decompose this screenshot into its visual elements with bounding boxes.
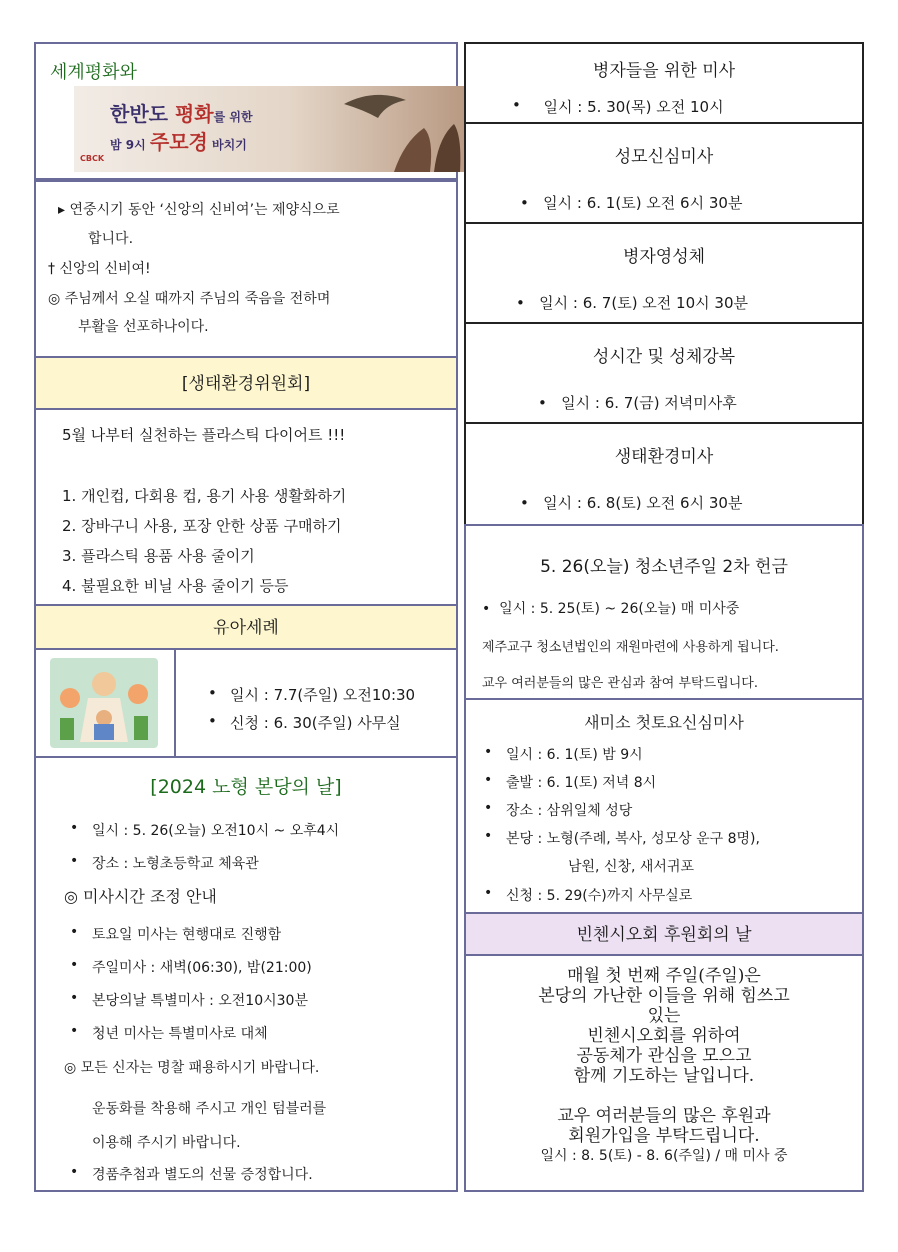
peace-section [34,42,458,180]
mass-title-3: 병자영성체 [622,247,706,267]
banner-text-2b: 주모경 [149,130,208,154]
new-mass-apply: • 신청 : 5. 29(수)까지 사무실로 [506,885,692,905]
eco-intro: 5월 나부터 실천하는 플라스틱 다이어트 !!! [62,426,346,444]
vincent-line-6: 함께 기도하는 날입니다. [573,1066,755,1086]
mass-adjust-1: • 토요일 미사는 현행대로 진행함 [92,924,281,944]
vincent-line-2: 본당의 가난한 이들을 위해 힘쓰고 [538,986,790,1006]
eco-item-4: 4. 불필요한 비닐 사용 줄이기 등등 [62,577,289,595]
youth-sunday-line-3: 교우 여러분들의 많은 관심과 참여 부탁드립니다. [482,676,758,691]
banner-text-1a: 한반도 [110,102,175,126]
vincent-body [464,954,864,1192]
mystery-item-1b: 합니다. [88,231,134,247]
mass-info-5: • 일시 : 6. 8(토) 오전 6시 30분 [520,494,743,512]
mass-box-1 [464,42,864,124]
vincent-title: 빈첸시오회 후원회의 날 [576,925,752,945]
youth-sunday-section [464,524,864,700]
parish-day-place: • 장소 : 노형초등학교 체육관 [92,853,259,873]
notice-line-3: 이용해 주시기 바랍니다. [92,1135,241,1151]
mass-adjust-3: • 본당의날 특별미사 : 오전10시30분 [92,990,308,1010]
notice-line-2: 운동화를 착용해 주시고 개인 텀블러를 [92,1101,327,1117]
youth-sunday-line-1: • 일시 : 5. 25(토) ~ 26(오늘) 매 미사중 [482,601,740,617]
mass-adjust-header: ◎ 미사시간 조정 안내 [64,887,217,906]
mass-info-3-text: 일시 : 6. 7(토) 오전 10시 30분 [539,294,748,312]
vincent-line-3: 있는 [647,1006,681,1026]
mass-info-5-text: 일시 : 6. 8(토) 오전 6시 30분 [543,494,743,512]
eco-item-2: 2. 장바구니 사용, 포장 안한 상품 구매하기 [62,517,342,535]
peace-banner [74,86,464,172]
new-mass-place: • 장소 : 삼위일체 성당 [506,800,632,820]
mass-title-5: 생태환경미사 [614,447,714,467]
mass-info-1-text: 일시 : 5. 30(목) 오전 10시 [543,98,724,116]
mass-box-3 [464,222,864,324]
new-mass-title: 새미소 첫토요신심미사 [584,713,744,732]
mass-adjust-2: • 주일미사 : 새벽(06:30), 밤(21:00) [92,957,312,977]
mass-title-2: 성모신심미사 [614,147,714,167]
eco-item-3: 3. 플라스틱 용품 사용 줄이기 [62,547,255,565]
mass-info-4-text: 일시 : 6. 7(금) 저녁미사후 [561,394,737,412]
mass-box-4 [464,322,864,424]
banner-text-2c: 바치기 [207,138,247,152]
infant-baptism-title: 유아세례 [213,618,279,638]
mass-info-4: • 일시 : 6. 7(금) 저녁미사후 [538,394,737,412]
new-mass-parish: • 본당 : 노형(주례, 복사, 성모상 운구 8명), [506,828,760,848]
vincent-appeal-2: 회원가입을 부탁드립니다. [568,1126,760,1146]
mystery-item-3b: 부활을 선포하나이다. [78,319,209,335]
mystery-item-2: † 신앙의 신비여! [48,261,151,277]
infant-baptism-header [34,604,458,650]
parish-day-section [34,756,458,1192]
new-mass-depart: • 출발 : 6. 1(토) 저녁 8시 [506,772,656,792]
parish-day-date: • 일시 : 5. 26(오늘) 오전10시 ~ 오후4시 [92,820,339,840]
banner-text-1c: 를 위한 [213,110,253,124]
eco-committee-header [34,356,458,410]
dove-hands-icon [304,86,464,172]
vincent-line-4: 빈첸시오회를 위하여 [587,1026,741,1046]
parish-day-title: [2024 노형 본당의 날] [150,776,342,798]
baptism-date: • 일시 : 7.7(주일) 오전10:30 [230,684,415,705]
banner-text-1b: 평화 [174,102,214,126]
mystery-section [34,180,458,358]
banner-text-2a: 밤 9시 [110,138,150,152]
mass-title-1: 병자들을 위한 미사 [592,61,736,81]
banner-logo: CBCK [80,154,105,163]
mystery-item-3: ◎ 주님께서 오실 때까지 주님의 죽음을 전하며 [48,291,331,307]
jesus-children-icon [50,658,158,748]
infant-baptism-image-cell [34,648,176,758]
mass-title-4: 성시간 및 성체강복 [592,347,736,367]
new-mass-parish-cont: 남원, 신창, 새서귀포 [568,859,694,875]
mass-info-3: • 일시 : 6. 7(토) 오전 10시 30분 [516,294,748,312]
vincent-header [464,912,864,956]
vincent-line-5: 공동체가 관심을 모으고 [576,1046,752,1066]
eco-committee-title: [생태환경위원회] [181,374,311,394]
new-mass-date: • 일시 : 6. 1(토) 밤 9시 [506,744,643,764]
mass-info-2-text: 일시 : 6. 1(토) 오전 6시 30분 [543,194,743,212]
eco-item-1: 1. 개인컵, 다회용 컵, 용기 사용 생활화하기 [62,487,347,505]
vincent-date: 일시 : 8. 5(토) - 8. 6(주일) / 매 미사 중 [540,1148,788,1164]
mass-box-2 [464,122,864,224]
mass-adjust-4: • 청년 미사는 특별미사로 대체 [92,1023,268,1043]
youth-sunday-title: 5. 26(오늘) 청소년주일 2차 헌금 [540,557,788,577]
peace-title: 세계평화와 [50,62,137,83]
youth-sunday-line-1-text: 일시 : 5. 25(토) ~ 26(오늘) 매 미사중 [499,601,740,617]
vincent-appeal-1: 교우 여러분들의 많은 후원과 [557,1106,771,1126]
mass-info-2: • 일시 : 6. 1(토) 오전 6시 30분 [520,194,743,212]
vincent-line-1: 매월 첫 번째 주일(주일)은 [567,966,761,986]
mass-info-1 [534,96,724,117]
notice-line-1: ◎ 모든 신자는 명찰 패용하시기 바랍니다. [64,1060,320,1076]
new-mass-section [464,698,864,914]
baptism-apply: • 신청 : 6. 30(주일) 사무실 [230,712,401,733]
youth-sunday-line-2: 제주교구 청소년법인의 재원마련에 사용하게 됩니다. [482,640,779,655]
eco-committee-body [34,408,458,606]
mass-box-5 [464,422,864,526]
infant-baptism-info-cell [174,648,458,758]
notice-gifts: • 경품추첨과 별도의 선물 증정합니다. [92,1164,313,1184]
mystery-item-1: ▸ 연중시기 동안 ‘신앙의 신비여’는 제양식으로 [58,202,340,218]
